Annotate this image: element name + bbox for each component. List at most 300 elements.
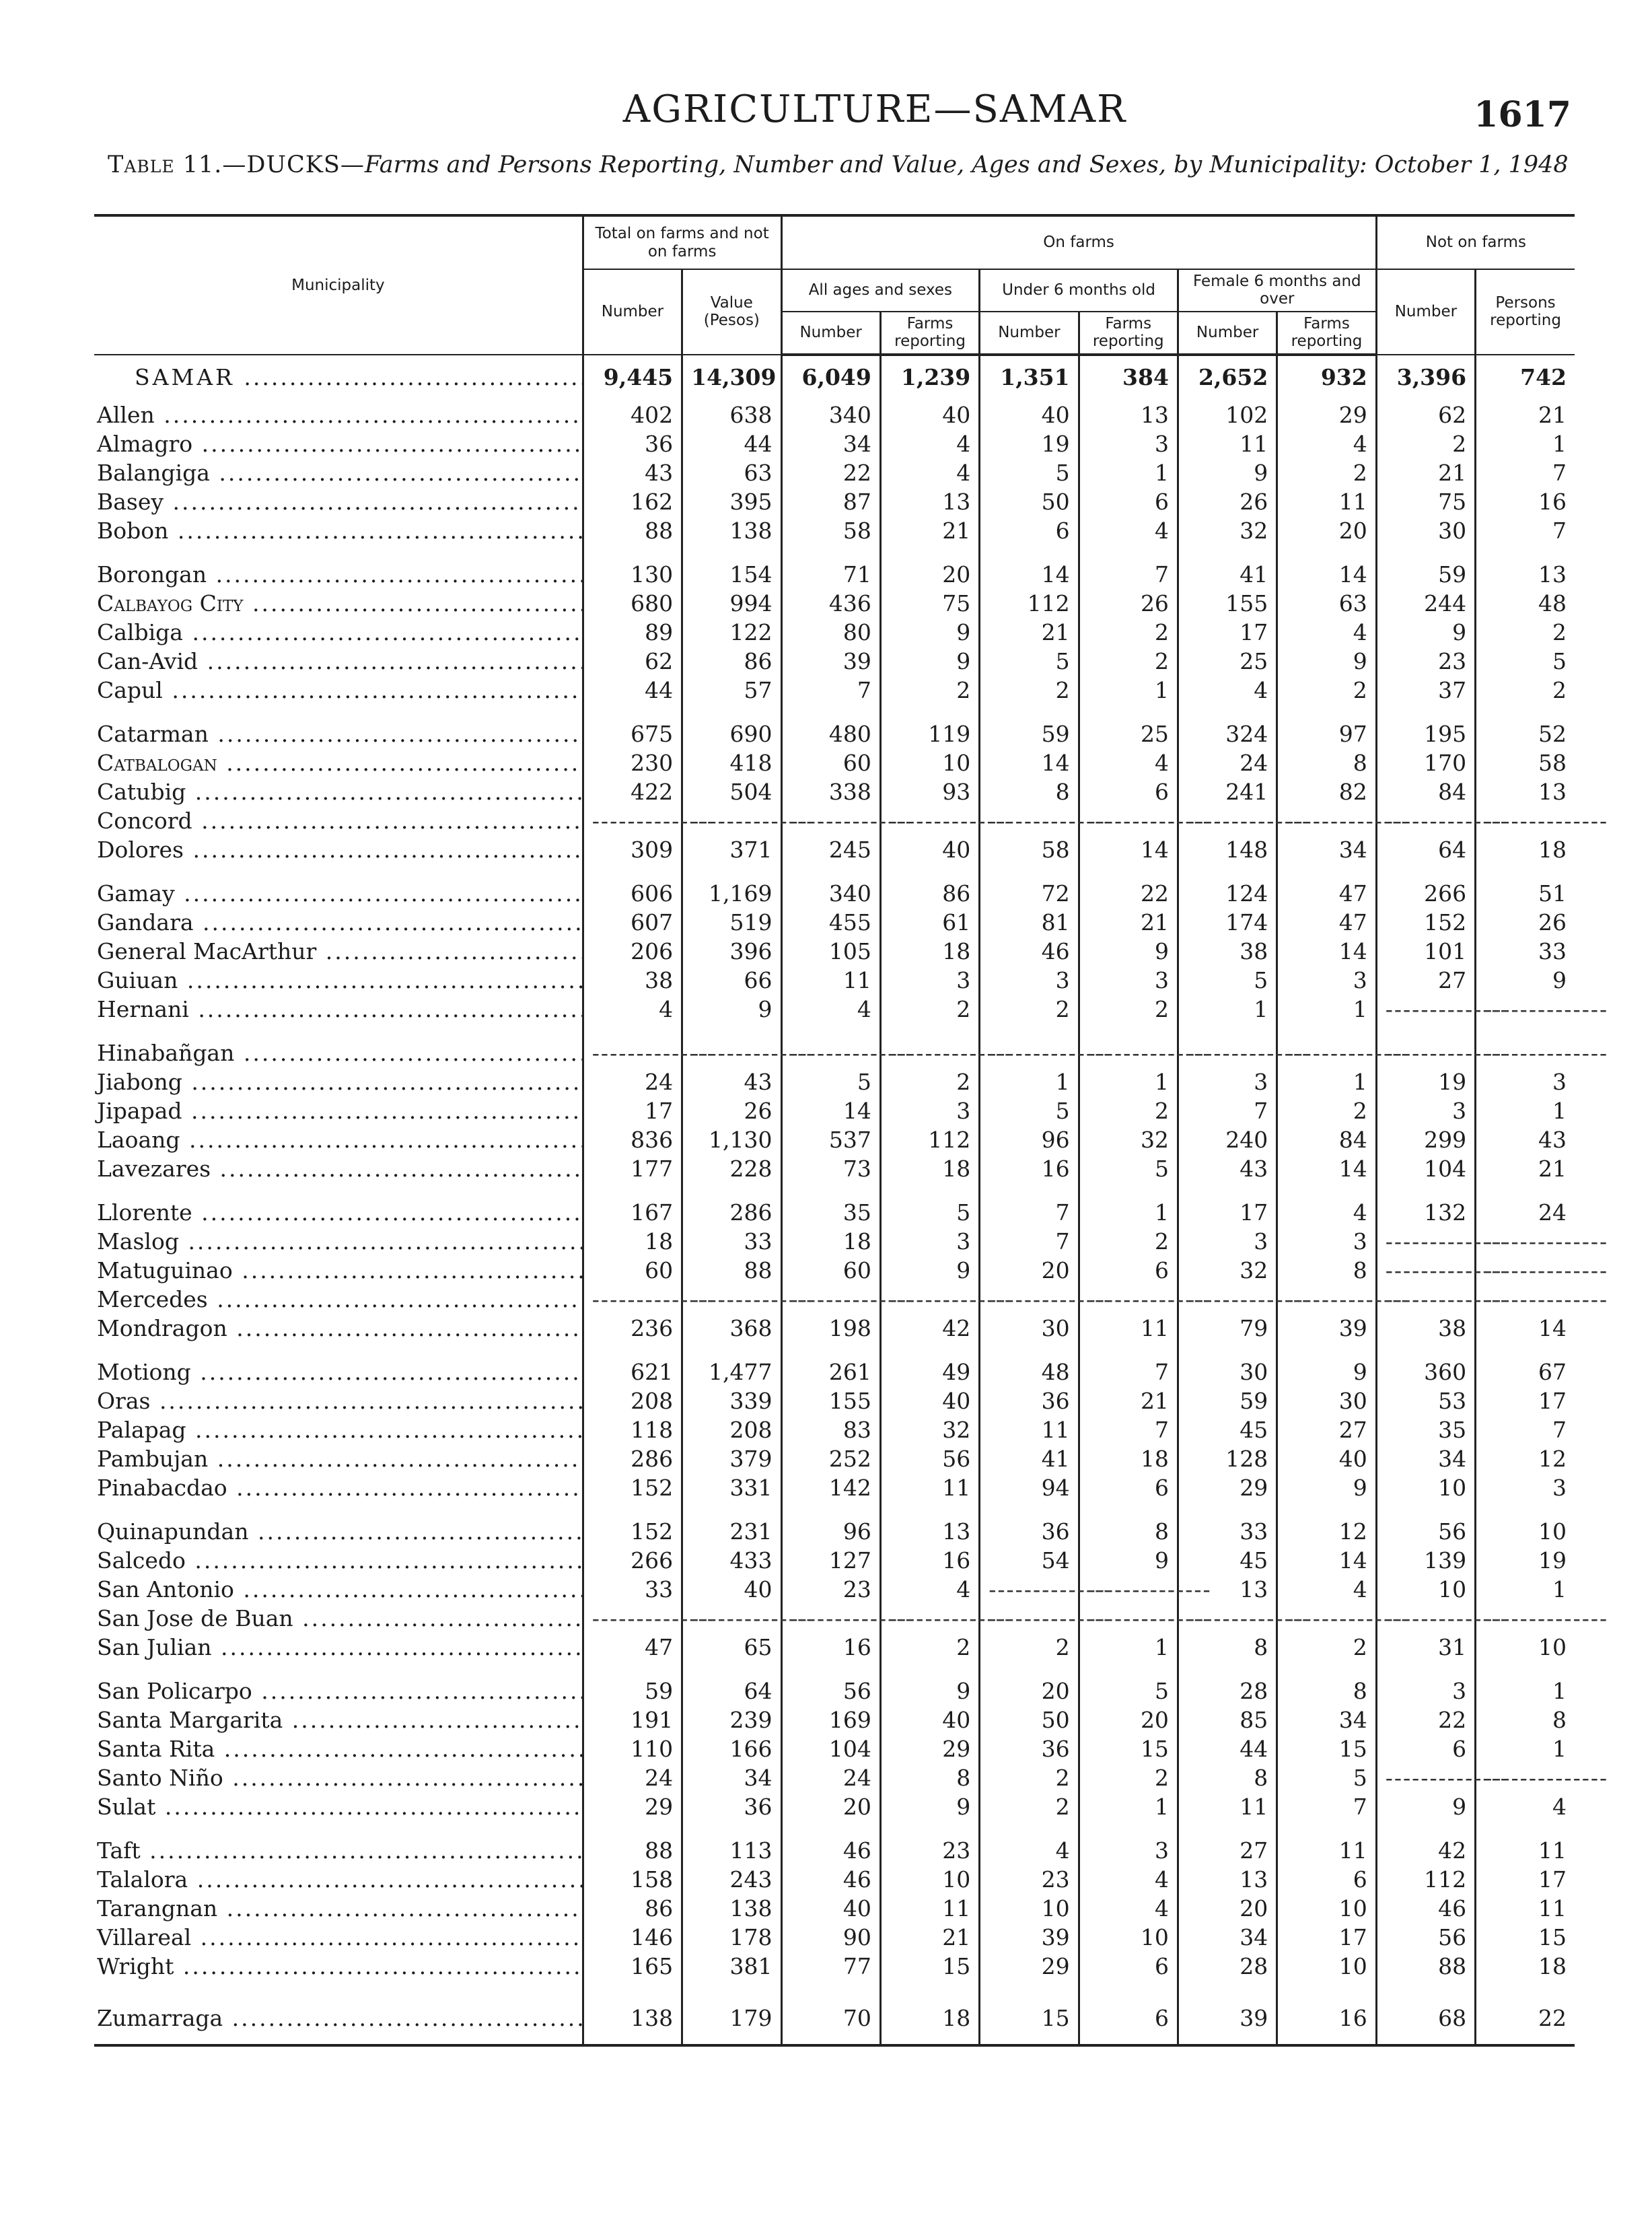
table-cell: 2 [1277, 1095, 1376, 1124]
table-cell: 4 [1079, 515, 1178, 544]
table-cell: 18 [1476, 1950, 1575, 1979]
table-cell: 10 [1079, 1922, 1178, 1950]
table-cell: 19 [980, 428, 1079, 457]
table-cell: 455 [781, 907, 880, 936]
table-cell [1476, 1602, 1575, 1631]
table-cell: 5 [1178, 964, 1277, 993]
municipality-name: Taft ..... [94, 1820, 583, 1864]
table-cell: 13 [880, 1501, 979, 1545]
table-cell: 60 [583, 1255, 682, 1283]
table-cell: 10 [1277, 1893, 1376, 1922]
table-cell: 18 [1079, 1443, 1178, 1472]
table-cell: 73 [781, 1153, 880, 1182]
table-cell: 174 [1178, 907, 1277, 936]
table-cell: 1 [1079, 1066, 1178, 1095]
table-cell: 53 [1376, 1385, 1475, 1414]
table-cell: 3 [1376, 1660, 1475, 1704]
table-cell: 18 [880, 1153, 979, 1182]
table-cell: 28 [1178, 1660, 1277, 1704]
table-cell: 44 [682, 428, 781, 457]
table-cell: 3 [1178, 1226, 1277, 1255]
table-cell [1277, 1602, 1376, 1631]
table-cell: 6 [1079, 1950, 1178, 1979]
table-cell: 49 [880, 1341, 979, 1385]
table-cell: 14 [781, 1095, 880, 1124]
table-cell: 40 [880, 834, 979, 863]
table-cell: 17 [1178, 616, 1277, 645]
table-cell: 19 [1476, 1545, 1575, 1574]
table-cell: 88 [1376, 1950, 1475, 1979]
table-row [94, 703, 1575, 747]
table-cell: 68 [1376, 1979, 1475, 2045]
table-cell: 88 [583, 515, 682, 544]
table-cell: 11 [1277, 1820, 1376, 1864]
table-cell: 30 [1277, 1385, 1376, 1414]
table-row [94, 1022, 1575, 1066]
table-cell: 21 [1079, 907, 1178, 936]
municipality-name: Guiuan ..... [94, 964, 583, 993]
table-cell: 1 [1476, 1095, 1575, 1124]
table-cell: 3 [1079, 1820, 1178, 1864]
table-cell: 15 [980, 1979, 1079, 2045]
table-cell: 245 [781, 834, 880, 863]
table-cell: 155 [1178, 588, 1277, 616]
municipality-name: Catbalogan ..... [94, 747, 583, 776]
table-cell: 59 [1178, 1385, 1277, 1414]
table-cell: 1 [1277, 1066, 1376, 1095]
table-cell: 13 [1476, 776, 1575, 805]
municipality-name: Calbiga ..... [94, 616, 583, 645]
table-cell [781, 805, 880, 834]
table-cell: 7 [1476, 457, 1575, 486]
table-cell: 13 [1178, 1574, 1277, 1602]
table-cell: 3 [1376, 1095, 1475, 1124]
table-cell [1079, 1602, 1178, 1631]
table-cell: 138 [682, 515, 781, 544]
table-cell: 340 [781, 863, 880, 907]
table-cell: 155 [781, 1385, 880, 1414]
table-cell: 519 [682, 907, 781, 936]
table-cell: 118 [583, 1414, 682, 1443]
ducks-table [94, 214, 1575, 2047]
table-row [94, 1385, 1575, 1414]
table-cell: 1 [980, 1066, 1079, 1095]
table-cell: 680 [583, 588, 682, 616]
municipality-name: Quinapundan ..... [94, 1501, 583, 1545]
table-cell: 17 [1178, 1182, 1277, 1226]
table-cell: 21 [1376, 457, 1475, 486]
table-cell: 41 [1178, 544, 1277, 588]
table-cell: 8 [1178, 1631, 1277, 1660]
table-cell: 82 [1277, 776, 1376, 805]
table-cell: 2 [880, 674, 979, 703]
table-row [94, 1791, 1575, 1820]
table-cell: 339 [682, 1385, 781, 1414]
table-cell: 5 [880, 1182, 979, 1226]
table-cell: 26 [1178, 486, 1277, 515]
table-row [94, 1820, 1575, 1864]
table-row [94, 907, 1575, 936]
table-row [94, 674, 1575, 703]
table-cell [682, 1022, 781, 1066]
table-cell: 8 [1277, 1660, 1376, 1704]
table-cell: 17 [1476, 1385, 1575, 1414]
table-row [94, 1704, 1575, 1733]
table-cell: 2 [1277, 1631, 1376, 1660]
table-cell: 1 [1079, 1631, 1178, 1660]
table-cell: 19 [1376, 1066, 1475, 1095]
table-cell: 10 [1277, 1950, 1376, 1979]
table-cell: 36 [980, 1385, 1079, 1414]
municipality-name: Santa Margarita ..... [94, 1704, 583, 1733]
table-cell: 504 [682, 776, 781, 805]
table-cell [583, 1602, 682, 1631]
table-cell [1476, 993, 1575, 1022]
municipality-name: Salcedo ..... [94, 1545, 583, 1574]
municipality-name: Wright ..... [94, 1950, 583, 1979]
table-cell: 39 [1277, 1312, 1376, 1341]
table-cell: 228 [682, 1153, 781, 1182]
table-cell: 9 [1277, 1472, 1376, 1501]
table-cell: 2 [880, 1631, 979, 1660]
table-cell: 286 [583, 1443, 682, 1472]
table-cell: 4 [781, 993, 880, 1022]
table-row [94, 1124, 1575, 1153]
table-cell: 4 [1178, 674, 1277, 703]
table-cell: 152 [583, 1501, 682, 1545]
table-cell: 30 [980, 1312, 1079, 1341]
table-cell: 2 [1277, 457, 1376, 486]
table-cell: 10 [1376, 1574, 1475, 1602]
table-cell: 2 [1476, 674, 1575, 703]
table-cell [1376, 1762, 1475, 1791]
table-cell: 14 [1277, 544, 1376, 588]
table-cell: 169 [781, 1704, 880, 1733]
table-row [94, 1574, 1575, 1602]
table-cell [1476, 805, 1575, 834]
table-cell: 3,396 [1376, 355, 1475, 399]
table-cell: 47 [583, 1631, 682, 1660]
table-cell: 70 [781, 1979, 880, 2045]
table-cell: 167 [583, 1182, 682, 1226]
table-row [94, 1255, 1575, 1283]
municipality-name: General MacArthur ..... [94, 936, 583, 964]
table-cell: 742 [1476, 355, 1575, 399]
column-group-not-on-farms: Not on farms [1376, 215, 1575, 269]
table-cell: 23 [1376, 645, 1475, 674]
table-row [94, 1095, 1575, 1124]
table-row [94, 964, 1575, 993]
municipality-name: Dolores ..... [94, 834, 583, 863]
municipality-name: Capul ..... [94, 674, 583, 703]
table-cell: 119 [880, 703, 979, 747]
table-cell: 8 [1277, 747, 1376, 776]
table-cell: 165 [583, 1950, 682, 1979]
column-header-total-number: Number [583, 269, 682, 355]
table-cell: 396 [682, 936, 781, 964]
table-cell: 44 [1178, 1733, 1277, 1762]
table-cell: 8 [1178, 1762, 1277, 1791]
table-cell: 3 [880, 1095, 979, 1124]
table-cell: 240 [1178, 1124, 1277, 1153]
table-cell: 5 [980, 1095, 1079, 1124]
table-cell: 20 [880, 544, 979, 588]
table-cell: 360 [1376, 1341, 1475, 1385]
table-cell: 9 [880, 645, 979, 674]
table-cell: 58 [1476, 747, 1575, 776]
municipality-name: Sulat ..... [94, 1791, 583, 1820]
table-cell: 36 [682, 1791, 781, 1820]
municipality-name: Pinabacdao ..... [94, 1472, 583, 1501]
table-row [94, 805, 1575, 834]
table-row [94, 515, 1575, 544]
table-row [94, 1182, 1575, 1226]
table-cell: 138 [682, 1893, 781, 1922]
table-cell: 24 [1178, 747, 1277, 776]
table-cell: 47 [1277, 863, 1376, 907]
table-cell: 75 [1376, 486, 1475, 515]
table-caption-text: Farms and Persons Reporting, Number and Value, Ages and Sexes, by Municipality: October 1, 1948 [364, 151, 1569, 178]
municipality-name: San Jose de Buan ..... [94, 1602, 583, 1631]
table-cell: 59 [1376, 544, 1475, 588]
table-cell: 21 [1079, 1385, 1178, 1414]
table-cell: 241 [1178, 776, 1277, 805]
table-cell: 102 [1178, 399, 1277, 428]
table-cell: 9 [1376, 1791, 1475, 1820]
table-cell: 5 [980, 457, 1079, 486]
table-cell: 39 [980, 1922, 1079, 1950]
table-cell: 30 [1178, 1341, 1277, 1385]
table-cell: 1,477 [682, 1341, 781, 1385]
table-cell: 18 [880, 1979, 979, 2045]
table-row [94, 428, 1575, 457]
table-cell: 29 [1277, 399, 1376, 428]
table-cell: 24 [781, 1762, 880, 1791]
table-cell: 42 [880, 1312, 979, 1341]
table-cell: 13 [880, 486, 979, 515]
table-cell: 86 [682, 645, 781, 674]
table-cell: 179 [682, 1979, 781, 2045]
table-cell: 340 [781, 399, 880, 428]
table-cell: 46 [1376, 1893, 1475, 1922]
column-group-on-farms: On farms [781, 215, 1376, 269]
column-header-all-ages-farms: Farms reporting [880, 312, 979, 355]
table-cell: 13 [1476, 544, 1575, 588]
table-cell: 110 [583, 1733, 682, 1762]
table-row [94, 1414, 1575, 1443]
municipality-name: Motiong ..... [94, 1341, 583, 1385]
table-cell: 1,351 [980, 355, 1079, 399]
table-cell: 23 [880, 1820, 979, 1864]
table-cell: 402 [583, 399, 682, 428]
table-cell: 198 [781, 1312, 880, 1341]
table-cell: 10 [880, 747, 979, 776]
table-cell: 105 [781, 936, 880, 964]
municipality-name: San Julian ..... [94, 1631, 583, 1660]
table-cell: 32 [1178, 1255, 1277, 1283]
table-cell: 64 [682, 1660, 781, 1704]
table-cell: 2 [1476, 616, 1575, 645]
table-cell [1079, 1022, 1178, 1066]
table-cell: 90 [781, 1922, 880, 1950]
table-cell: 80 [781, 616, 880, 645]
table-cell: 191 [583, 1704, 682, 1733]
table-cell: 26 [682, 1095, 781, 1124]
table-row [94, 616, 1575, 645]
table-cell: 22 [1376, 1704, 1475, 1733]
table-cell: 45 [1178, 1545, 1277, 1574]
table-cell: 24 [583, 1066, 682, 1095]
table-cell: 101 [1376, 936, 1475, 964]
table-cell: 152 [1376, 907, 1475, 936]
table-cell: 158 [583, 1864, 682, 1893]
municipality-name: Palapag ..... [94, 1414, 583, 1443]
table-cell: 47 [1277, 907, 1376, 936]
table-cell: 4 [1476, 1791, 1575, 1820]
table-cell: 14 [1277, 936, 1376, 964]
table-cell: 20 [1079, 1704, 1178, 1733]
table-cell: 230 [583, 747, 682, 776]
table-cell: 381 [682, 1950, 781, 1979]
table-cell: 148 [1178, 834, 1277, 863]
table-cell: 15 [880, 1950, 979, 1979]
column-header-under-6-number: Number [980, 312, 1079, 355]
column-group-female-6-months: Female 6 months and over [1178, 269, 1376, 312]
table-cell: 9 [880, 1791, 979, 1820]
table-row [94, 776, 1575, 805]
running-title: AGRICULTURE—SAMAR [622, 87, 1127, 131]
table-cell: 5 [1476, 645, 1575, 674]
municipality-name: Almagro ..... [94, 428, 583, 457]
table-cell: 46 [781, 1820, 880, 1864]
table-cell: 371 [682, 834, 781, 863]
column-header-female-farms: Farms reporting [1277, 312, 1376, 355]
table-cell: 33 [583, 1574, 682, 1602]
table-cell: 24 [1476, 1182, 1575, 1226]
table-cell: 11 [1277, 486, 1376, 515]
table-cell: 36 [980, 1733, 1079, 1762]
table-cell [1376, 1283, 1475, 1312]
table-cell: 112 [980, 588, 1079, 616]
table-cell: 15 [1079, 1733, 1178, 1762]
table-cell: 7 [1079, 1341, 1178, 1385]
table-cell: 1,130 [682, 1124, 781, 1153]
table-cell: 112 [1376, 1864, 1475, 1893]
table-cell: 436 [781, 588, 880, 616]
table-cell: 16 [980, 1153, 1079, 1182]
table-cell: 43 [1476, 1124, 1575, 1153]
table-cell: 20 [980, 1255, 1079, 1283]
table-cell: 9,445 [583, 355, 682, 399]
table-cell: 20 [781, 1791, 880, 1820]
table-cell: 2 [980, 1762, 1079, 1791]
table-row [94, 1545, 1575, 1574]
table-cell: 14 [1079, 834, 1178, 863]
table-cell [980, 1574, 1079, 1602]
table-cell: 10 [880, 1864, 979, 1893]
table-cell: 34 [781, 428, 880, 457]
table-cell: 18 [1476, 834, 1575, 863]
table-cell: 9 [880, 1660, 979, 1704]
table-cell: 638 [682, 399, 781, 428]
table-cell: 338 [781, 776, 880, 805]
table-row [94, 486, 1575, 515]
column-header-total-value: Value (Pesos) [682, 269, 781, 355]
table-cell: 61 [880, 907, 979, 936]
table-cell [1178, 1283, 1277, 1312]
municipality-name: Calbayog City ..... [94, 588, 583, 616]
table-cell [682, 805, 781, 834]
table-cell: 59 [980, 703, 1079, 747]
table-cell: 621 [583, 1341, 682, 1385]
table-cell: 3 [1476, 1472, 1575, 1501]
table-cell: 4 [583, 993, 682, 1022]
table-cell [880, 1283, 979, 1312]
table-cell: 104 [1376, 1153, 1475, 1182]
table-cell: 7 [1178, 1095, 1277, 1124]
table-cell [1178, 1602, 1277, 1631]
table-cell: 113 [682, 1820, 781, 1864]
table-row [94, 1893, 1575, 1922]
table-cell [1277, 1283, 1376, 1312]
table-cell: 43 [583, 457, 682, 486]
table-cell: 252 [781, 1443, 880, 1472]
table-cell: 33 [682, 1226, 781, 1255]
table-cell: 3 [980, 964, 1079, 993]
table-cell: 23 [781, 1574, 880, 1602]
table-cell: 690 [682, 703, 781, 747]
column-header-not-on-farms-number: Number [1376, 269, 1475, 355]
table-cell: 29 [583, 1791, 682, 1820]
table-cell: 26 [1079, 588, 1178, 616]
table-row [94, 645, 1575, 674]
table-cell: 1 [1476, 1660, 1575, 1704]
table-cell: 35 [781, 1182, 880, 1226]
table-row [94, 1472, 1575, 1501]
table-cell [1178, 805, 1277, 834]
municipality-name: Gamay ..... [94, 863, 583, 907]
table-cell: 4 [1277, 1182, 1376, 1226]
table-cell: 1 [1079, 674, 1178, 703]
table-cell: 21 [1476, 399, 1575, 428]
column-header-all-ages-number: Number [781, 312, 880, 355]
table-cell: 3 [1277, 964, 1376, 993]
table-row [94, 834, 1575, 863]
table-cell: 24 [583, 1762, 682, 1791]
table-cell: 206 [583, 936, 682, 964]
table-cell [980, 1022, 1079, 1066]
table-cell: 35 [1376, 1414, 1475, 1443]
table-cell: 4 [980, 1820, 1079, 1864]
table-cell: 7 [1277, 1791, 1376, 1820]
table-cell: 40 [880, 399, 979, 428]
table-cell: 208 [583, 1385, 682, 1414]
table-cell: 58 [781, 515, 880, 544]
table-cell: 1 [1079, 457, 1178, 486]
table-cell: 9 [1376, 616, 1475, 645]
table-cell: 8 [1277, 1255, 1376, 1283]
table-cell: 71 [781, 544, 880, 588]
table-cell: 433 [682, 1545, 781, 1574]
table-cell: 9 [880, 1255, 979, 1283]
table-cell [1376, 1255, 1475, 1283]
table-row [94, 1922, 1575, 1950]
table-cell: 104 [781, 1733, 880, 1762]
table-cell: 84 [1277, 1124, 1376, 1153]
table-cell: 25 [1178, 645, 1277, 674]
table-cell: 9 [682, 993, 781, 1022]
table-cell: 395 [682, 486, 781, 515]
